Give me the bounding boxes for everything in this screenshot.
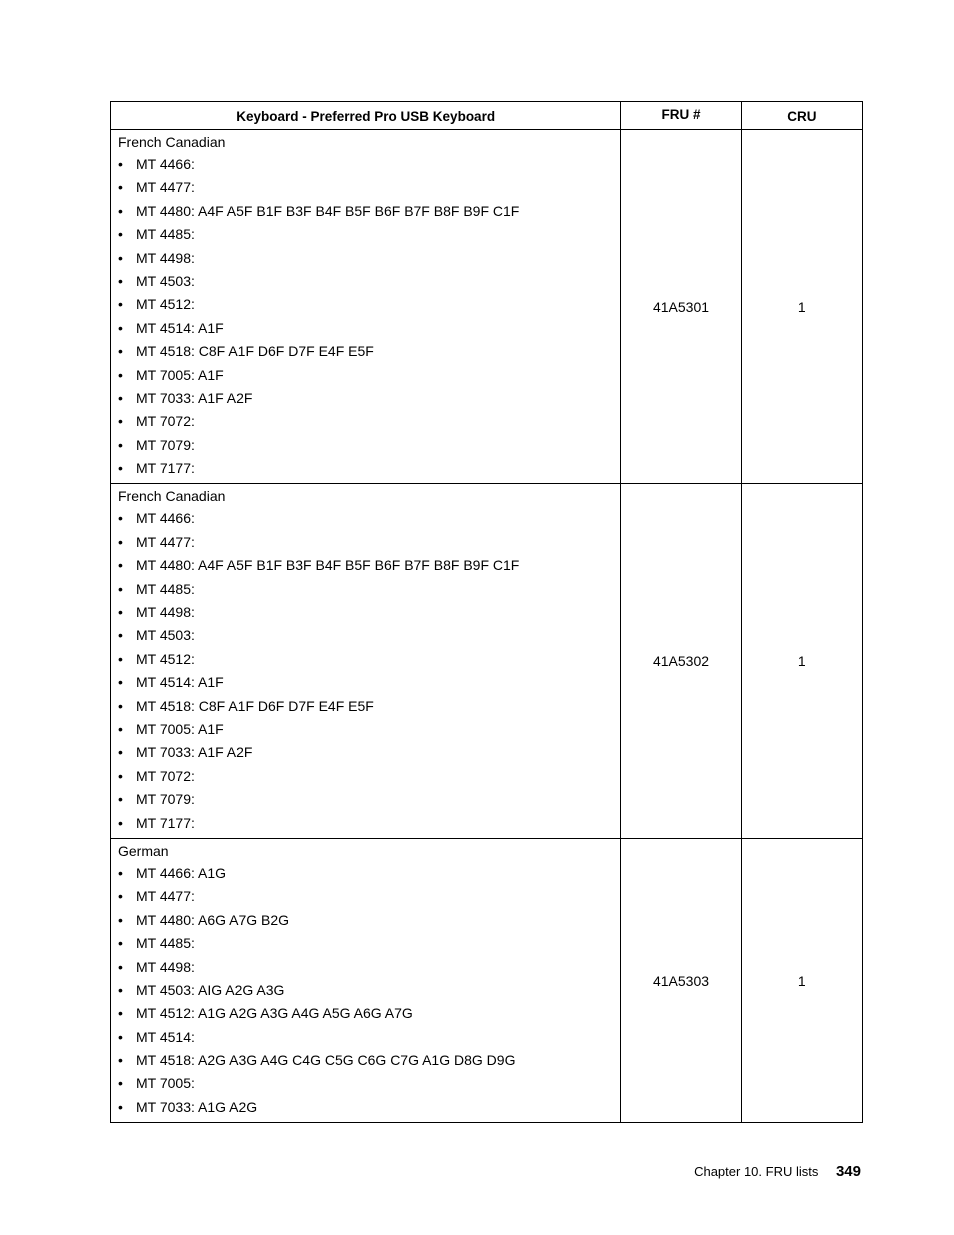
- machine-type-text: MT 4512: A1G A2G A3G A4G A5G A6G A7G: [136, 1005, 413, 1022]
- list-item: [118, 247, 620, 270]
- machine-type-text: MT 7005: A1F: [136, 720, 224, 737]
- list-item: [118, 270, 620, 293]
- bullet-icon: •: [118, 1028, 123, 1045]
- fru-number-cell: 41A5303: [621, 838, 741, 1122]
- machine-type-text: MT 4514: A1F: [136, 674, 224, 691]
- list-item: [118, 340, 620, 363]
- bullet-icon: •: [118, 272, 123, 289]
- page-footer: [694, 1163, 861, 1180]
- fru-number-cell: 41A5302: [621, 484, 741, 838]
- bullet-icon: •: [118, 981, 123, 998]
- list-item: [118, 531, 620, 554]
- header-cru: CRU: [741, 102, 862, 130]
- list-item: [118, 293, 620, 316]
- fru-number-cell: 41A5301: [621, 130, 741, 484]
- bullet-icon: •: [118, 911, 123, 928]
- bullet-icon: •: [118, 697, 123, 714]
- machine-type-text: MT 4477:: [136, 888, 195, 905]
- row-description-cell: [111, 838, 621, 1122]
- machine-type-text: MT 4466:: [136, 510, 195, 527]
- bullet-icon: •: [118, 319, 123, 336]
- list-item: [118, 624, 620, 647]
- machine-type-text: MT 4503: AIG A2G A3G: [136, 981, 285, 998]
- bullet-icon: •: [118, 557, 123, 574]
- bullet-icon: •: [118, 864, 123, 881]
- machine-type-text: MT 7072:: [136, 413, 195, 430]
- list-item: [118, 932, 620, 955]
- machine-type-list: [118, 507, 620, 834]
- machine-type-text: MT 4480: A4F A5F B1F B3F B4F B5F B6F B7F B8F B9F C1F: [136, 557, 520, 574]
- machine-type-text: MT 4498:: [136, 249, 195, 266]
- keyboard-language-title: German: [118, 842, 169, 859]
- machine-type-text: MT 7033: A1F A2F: [136, 389, 253, 406]
- machine-type-text: MT 4477:: [136, 179, 195, 196]
- list-item: [118, 364, 620, 387]
- list-item: [118, 741, 620, 764]
- machine-type-text: MT 4485:: [136, 935, 195, 952]
- bullet-icon: •: [118, 791, 123, 808]
- table-row: [111, 838, 863, 1122]
- machine-type-text: MT 4485:: [136, 226, 195, 243]
- bullet-icon: •: [118, 1052, 123, 1069]
- bullet-icon: •: [118, 935, 123, 952]
- bullet-icon: •: [118, 179, 123, 196]
- machine-type-text: MT 4466:: [136, 156, 195, 172]
- machine-type-text: MT 4514:: [136, 1028, 195, 1045]
- bullet-icon: •: [118, 413, 123, 430]
- machine-type-text: MT 7005:: [136, 1075, 195, 1092]
- machine-type-text: MT 7033: A1G A2G: [136, 1098, 258, 1115]
- list-item: [118, 434, 620, 457]
- list-item: [118, 223, 620, 246]
- bullet-icon: •: [118, 436, 123, 453]
- bullet-icon: •: [118, 814, 123, 831]
- bullet-icon: •: [118, 958, 123, 975]
- bullet-icon: •: [118, 767, 123, 784]
- bullet-icon: •: [118, 202, 123, 219]
- row-description-cell: [111, 484, 621, 838]
- table-header-row: [111, 102, 863, 130]
- list-item: [118, 1002, 620, 1025]
- list-item: [118, 457, 620, 480]
- bullet-icon: •: [118, 366, 123, 383]
- machine-type-text: MT 7005: A1F: [136, 366, 224, 383]
- cru-tier-cell: 1: [741, 130, 862, 484]
- bullet-icon: •: [118, 1005, 123, 1022]
- machine-type-text: MT 4512:: [136, 650, 195, 667]
- bullet-icon: •: [118, 343, 123, 360]
- machine-type-text: MT 4514: A1F: [136, 319, 224, 336]
- machine-type-text: MT 4503:: [136, 627, 195, 644]
- machine-type-text: MT 4480: A4F A5F B1F B3F B4F B5F B6F B7F B8F B9F C1F: [136, 202, 520, 219]
- machine-type-text: MT 7072:: [136, 767, 195, 784]
- header-fru-label: FRU #: [661, 106, 701, 122]
- machine-type-text: MT 7079:: [136, 436, 195, 453]
- table-body: [111, 130, 863, 1123]
- list-item: [118, 554, 620, 577]
- bullet-icon: •: [118, 627, 123, 644]
- list-item: [118, 862, 620, 885]
- machine-type-text: MT 7177:: [136, 460, 195, 477]
- machine-type-text: MT 7033: A1F A2F: [136, 744, 253, 761]
- list-item: [118, 317, 620, 340]
- machine-type-list: [118, 153, 620, 480]
- bullet-icon: •: [118, 720, 123, 737]
- bullet-icon: •: [118, 1098, 123, 1115]
- list-item: [118, 578, 620, 601]
- machine-type-text: MT 4512:: [136, 296, 195, 313]
- list-item: [118, 695, 620, 718]
- keyboard-language-title: French Canadian: [118, 488, 226, 505]
- list-item: [118, 718, 620, 741]
- list-item: [118, 1049, 620, 1072]
- bullet-icon: •: [118, 674, 123, 691]
- machine-type-text: MT 7079:: [136, 791, 195, 808]
- keyboard-language-title: French Canadian: [118, 134, 226, 150]
- bullet-icon: •: [118, 226, 123, 243]
- list-item: [118, 200, 620, 223]
- header-fru: [621, 102, 741, 130]
- machine-type-text: MT 7177:: [136, 814, 195, 831]
- list-item: [118, 410, 620, 433]
- list-item: [118, 507, 620, 530]
- machine-type-text: MT 4498:: [136, 958, 195, 975]
- header-description: Keyboard - Preferred Pro USB Keyboard: [111, 102, 621, 130]
- list-item: [118, 765, 620, 788]
- bullet-icon: •: [118, 156, 123, 172]
- bullet-icon: •: [118, 510, 123, 527]
- list-item: [118, 812, 620, 835]
- bullet-icon: •: [118, 460, 123, 477]
- machine-type-text: MT 4503:: [136, 272, 195, 289]
- bullet-icon: •: [118, 650, 123, 667]
- list-item: [118, 909, 620, 932]
- list-item: [118, 601, 620, 624]
- machine-type-text: MT 4480: A6G A7G B2G: [136, 911, 290, 928]
- list-item: [118, 1026, 620, 1049]
- table-row: [111, 130, 863, 484]
- bullet-icon: •: [118, 296, 123, 313]
- list-item: [118, 387, 620, 410]
- list-item: [118, 176, 620, 199]
- list-item: [118, 153, 620, 176]
- list-item: [118, 956, 620, 979]
- machine-type-text: MT 4518: C8F A1F D6F D7F E4F E5F: [136, 343, 374, 360]
- list-item: [118, 788, 620, 811]
- cru-tier-cell: 1: [741, 484, 862, 838]
- bullet-icon: •: [118, 580, 123, 597]
- machine-type-text: MT 4477:: [136, 533, 195, 550]
- list-item: [118, 648, 620, 671]
- machine-type-text: MT 4485:: [136, 580, 195, 597]
- bullet-icon: •: [118, 249, 123, 266]
- list-item: [118, 1072, 620, 1095]
- list-item: [118, 979, 620, 1002]
- list-item: [118, 1096, 620, 1119]
- list-item: [118, 885, 620, 908]
- bullet-icon: •: [118, 744, 123, 761]
- bullet-icon: •: [118, 604, 123, 621]
- machine-type-text: MT 4466: A1G: [136, 864, 227, 881]
- list-item: [118, 671, 620, 694]
- machine-type-text: MT 4518: C8F A1F D6F D7F E4F E5F: [136, 697, 374, 714]
- page-number: 349: [835, 1163, 861, 1180]
- footer-chapter: Chapter 10. FRU lists: [694, 1164, 819, 1179]
- cru-tier-cell: 1: [741, 838, 862, 1122]
- bullet-icon: •: [118, 389, 123, 406]
- machine-type-text: MT 4498:: [136, 604, 195, 621]
- row-description-cell: [111, 130, 621, 484]
- bullet-icon: •: [118, 888, 123, 905]
- bullet-icon: •: [118, 533, 123, 550]
- bullet-icon: •: [118, 1075, 123, 1092]
- fru-table: [110, 101, 863, 1123]
- machine-type-text: MT 4518: A2G A3G A4G C4G C5G C6G C7G A1G D8G D9G: [136, 1052, 516, 1069]
- machine-type-list: [118, 862, 620, 1119]
- table-row: [111, 484, 863, 838]
